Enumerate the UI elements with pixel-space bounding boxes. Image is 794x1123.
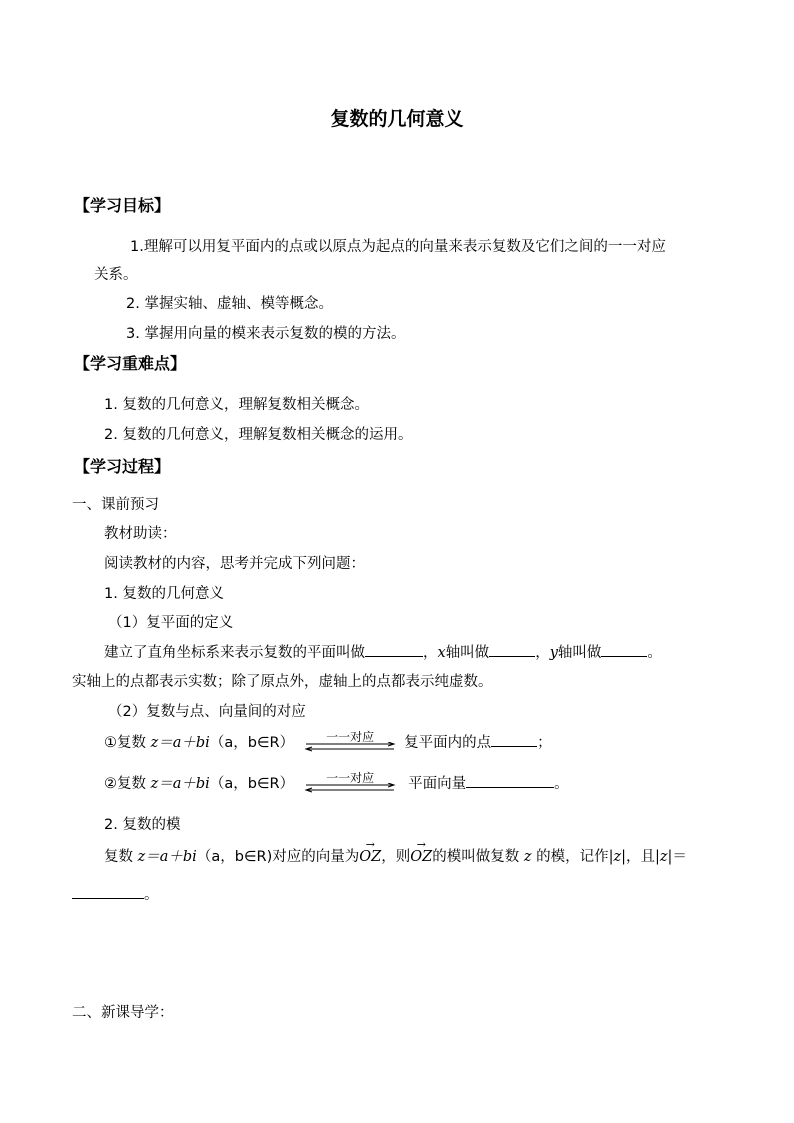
correspondence-vector: ②复数 z＝a＋bi（a，b∈R） 一一对应 平面向量 。 bbox=[104, 772, 569, 795]
goal-2: 2. 掌握实轴、虚轴、模等概念。 bbox=[126, 296, 333, 312]
key-point-2: 2. 复数的几何意义，理解复数相关概念的运用。 bbox=[104, 427, 413, 443]
blank-y-axis[interactable] bbox=[601, 642, 647, 657]
goal-1-cont: 关系。 bbox=[94, 267, 138, 283]
blank-x-axis[interactable] bbox=[489, 642, 535, 657]
correspondence-arrow: 一一对应 bbox=[304, 732, 396, 754]
key-point-1: 1. 复数的几何意义，理解复数相关概念。 bbox=[104, 397, 369, 413]
modulus-definition: 复数 z＝a＋bi（a，b∈R)对应的向量为 → OZ，则 → OZ的模叫做复数 z 的模，记作|z|，且|z|＝ bbox=[104, 838, 687, 865]
complex-plane-definition: 建立了直角坐标系来表示复数的平面叫做 ，x轴叫做 ，y轴叫做 。 bbox=[104, 641, 662, 662]
blank-vector[interactable] bbox=[466, 773, 554, 788]
process-heading: 【学习过程】 bbox=[74, 457, 171, 476]
vector-oz: → OZ bbox=[410, 838, 433, 865]
correspondence-arrow: 一一对应 bbox=[304, 773, 396, 795]
blank-modulus[interactable] bbox=[72, 884, 144, 899]
goal-3: 3. 掌握用向量的模来表示复数的模的方法。 bbox=[126, 326, 406, 342]
sub-1-heading: （1）复平面的定义 bbox=[108, 615, 234, 631]
key-heading: 【学习重难点】 bbox=[74, 354, 187, 373]
modulus-answer-line: 。 bbox=[72, 883, 159, 904]
textbook-aid: 教材助读： bbox=[104, 526, 177, 542]
goals-heading: 【学习目标】 bbox=[74, 196, 171, 215]
definition-line-2: 实轴上的点都表示实数；除了原点外，虚轴上的点都表示纯虚数。 bbox=[72, 674, 493, 690]
page-title: 复数的几何意义 bbox=[330, 108, 464, 130]
item-1-heading: 1. 复数的几何意义 bbox=[104, 586, 224, 602]
goal-1: 1.理解可以用复平面内的点或以原点为起点的向量来表示复数及它们之间的一一对应 bbox=[130, 239, 666, 255]
instruction: 阅读教材的内容，思考并完成下列问题： bbox=[104, 556, 365, 572]
vector-oz: → OZ bbox=[359, 838, 382, 865]
sub-2-heading: （2）复数与点、向量间的对应 bbox=[108, 704, 306, 720]
correspondence-point: ①复数 z＝a＋bi（a，b∈R） 一一对应 复平面内的点 ； bbox=[104, 731, 552, 754]
blank-point[interactable] bbox=[491, 732, 537, 747]
new-lesson-heading: 二、新课导学： bbox=[72, 1005, 174, 1021]
blank-complex-plane[interactable] bbox=[365, 642, 423, 657]
preview-heading: 一、课前预习 bbox=[72, 497, 159, 513]
item-2-heading: 2. 复数的模 bbox=[104, 817, 181, 833]
